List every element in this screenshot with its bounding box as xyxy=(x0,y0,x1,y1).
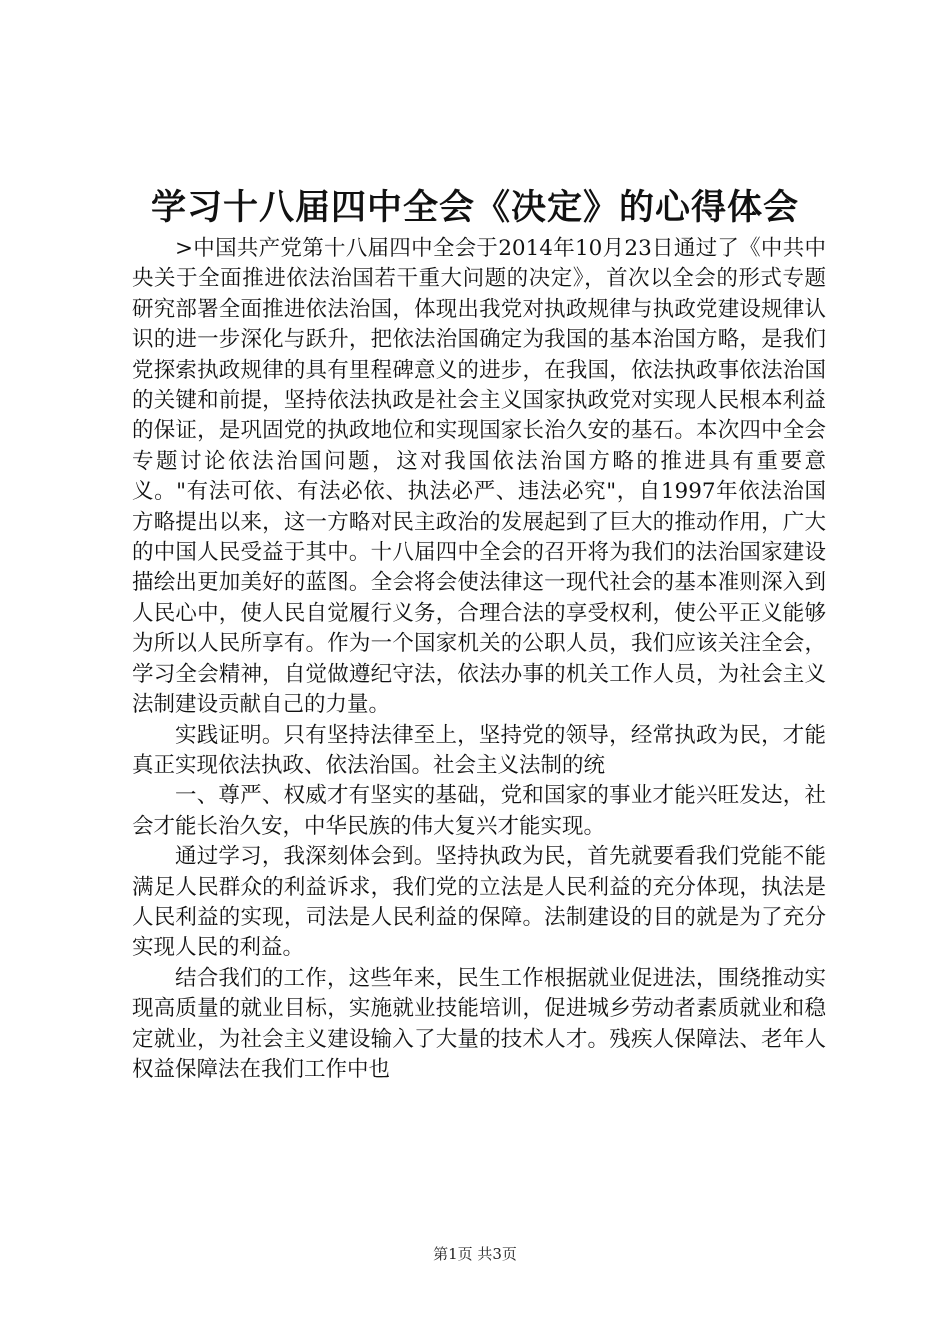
paragraph-4: 通过学习，我深刻体会到。坚持执政为民，首先就要看我们党能不能满足人民群众的利益诉求，我们党的立法是人民利益的充分体现，执法是人民利益的实现，司法是人民利益的保障。法制建设的目的就是为了充分实现人民的利益。 xyxy=(132,844,826,961)
paragraph-1: >中国共产党第十八届四中全会于2014年10月23日通过了《中共中央关于全面推进依法治国若干重大问题的决定》，首次以全会的形式专题研究部署全面推进依法治国，体现出我党对执政规律与执政党建设规律认识的进一步深化与跃升，把依法治国确定为我国的基本治国方略，是我们党探索执政规律的具有里程碑意义的进步，在我国，依法执政事依法治国的关键和前提，坚持依法执政是社会主义国家执政党对实现人民根本利益的保证，是巩固党的执政地位和实现国家长治久安的基石。本次四中全会专题讨论依法治国问题，这对我国依法治国方略的推进具有重要意义。"有法可依、有法必依、执法必严、违法必究"，自1997年依法治国方略提出以来，这一方略对民主政治的发展起到了巨大的推动作用，广大的中国人民受益于其中。十八届四中全会的召开将为我们的法治国家建设描绘出更加美好的蓝图。全会将会使法律这一现代社会的基本准则深入到人民心中，使人民自觉履行义务，合理合法的享受权利，使公平正义能够为所以人民所享有。作为一个国家机关的公职人员，我们应该关注全会，学习全会精神，自觉做遵纪守法，依法办事的机关工作人员，为社会主义法制建设贡献自己的力量。 xyxy=(132,236,826,718)
paragraph-3: 一、尊严、权威才有坚实的基础，党和国家的事业才能兴旺发达，社会才能长治久安，中华民族的伟大复兴才能实现。 xyxy=(132,783,826,839)
paragraph-2: 实践证明。只有坚持法律至上，坚持党的领导，经常执政为民，才能真正实现依法执政、依法治国。社会主义法制的统 xyxy=(132,722,826,778)
document-body xyxy=(132,234,826,1085)
document-title: 学习十八届四中全会《决定》的心得体会 xyxy=(150,187,799,228)
paragraph-5: 结合我们的工作，这些年来，民生工作根据就业促进法，围绕推动实现高质量的就业目标，实施就业技能培训，促进城乡劳动者素质就业和稳定就业，为社会主义建设输入了大量的技术人才。残疾人保障法、老年人权益保障法在我们工作中也 xyxy=(132,965,826,1082)
page-footer: 第1页 共3页 xyxy=(433,1245,517,1263)
